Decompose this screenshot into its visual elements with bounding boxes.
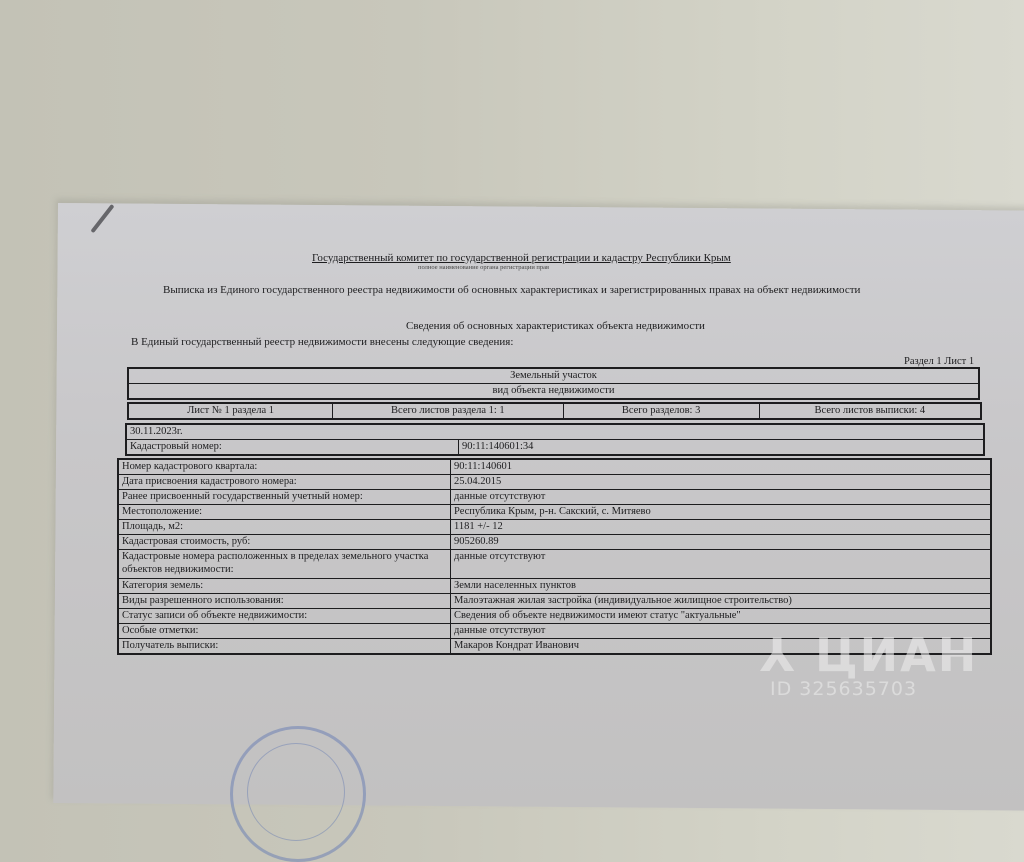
intro-text: В Единый государственный реестр недвижимости внесены следующие сведения: [131, 336, 514, 348]
row-label: Статус записи об объекте недвижимости: [118, 609, 451, 624]
extract-date: 30.11.2023г. [126, 424, 984, 440]
table-row [118, 490, 991, 505]
table-row [118, 475, 991, 490]
official-stamp [230, 726, 366, 862]
row-label: Местоположение: [118, 505, 451, 520]
table-row [118, 520, 991, 535]
table-row [118, 505, 991, 520]
table-row [118, 535, 991, 550]
table-row [118, 609, 991, 624]
sheet-number: Лист № 1 раздела 1 [128, 403, 333, 419]
characteristics-table [117, 458, 992, 655]
row-label: Площадь, м2: [118, 520, 451, 535]
object-type: Земельный участок [128, 368, 979, 384]
object-type-table [127, 367, 980, 400]
row-label: Кадастровая стоимость, руб: [118, 535, 451, 550]
table-row [118, 579, 991, 594]
row-label: Особые отметки: [118, 624, 451, 639]
row-value: 1181 +/- 12 [451, 520, 992, 535]
watermark-id: ID 325635703 [770, 678, 918, 700]
row-label: Номер кадастрового квартала: [118, 459, 451, 475]
cadastral-number-value: 90:11:140601:34 [459, 440, 985, 456]
stamp-inner-ring [247, 743, 345, 841]
row-value: данные отсутствуют [451, 490, 992, 505]
sheets-info-table [127, 402, 982, 420]
row-label: Кадастровые номера расположенных в пределах земельного участка объектов недвижимости: [118, 550, 451, 579]
row-label: Категория земель: [118, 579, 451, 594]
date-cadastral-table [125, 423, 985, 456]
table-row [118, 594, 991, 609]
sections-total: Всего разделов: 3 [563, 403, 759, 419]
table-row [118, 459, 991, 475]
watermark-logo: ЦИАН [815, 628, 979, 682]
cian-person-icon: ⅄ [760, 628, 797, 682]
row-label: Дата присвоения кадастрового номера: [118, 475, 451, 490]
info-title: Сведения об основных характеристиках объекта недвижимости [406, 320, 705, 332]
extract-title: Выписка из Единого государственного реестра недвижимости об основных характеристиках и зарегистрированных правах на объект недвижимости [163, 284, 861, 296]
row-value: данные отсутствуют [451, 624, 992, 639]
object-type-caption: вид объекта недвижимости [128, 384, 979, 400]
row-label: Виды разрешенного использования: [118, 594, 451, 609]
row-value: Земли населенных пунктов [451, 579, 992, 594]
authority-caption: полное наименование органа регистрации прав [418, 264, 550, 271]
section-reference: Раздел 1 Лист 1 [904, 356, 975, 367]
cadastral-number-label: Кадастровый номер: [126, 440, 459, 456]
row-value: Макаров Кондрат Иванович [451, 639, 992, 655]
row-value: 25.04.2015 [451, 475, 992, 490]
row-value: 905260.89 [451, 535, 992, 550]
row-label: Получатель выписки: [118, 639, 451, 655]
row-label: Ранее присвоенный государственный учетный номер: [118, 490, 451, 505]
cian-watermark [760, 628, 979, 700]
row-value: Республика Крым, р-н. Сакский, с. Митяево [451, 505, 992, 520]
table-row [118, 550, 991, 579]
extract-sheets-total: Всего листов выписки: 4 [759, 403, 981, 419]
section-sheets-total: Всего листов раздела 1: 1 [333, 403, 563, 419]
row-value: данные отсутствуют [451, 550, 992, 579]
row-value: Сведения об объекте недвижимости имеют статус "актуальные" [451, 609, 992, 624]
row-value: Малоэтажная жилая застройка (индивидуальное жилищное строительство) [451, 594, 992, 609]
authority-name: Государственный комитет по государственной регистрации и кадастру Республики Крым [312, 252, 731, 264]
row-value: 90:11:140601 [451, 459, 992, 475]
